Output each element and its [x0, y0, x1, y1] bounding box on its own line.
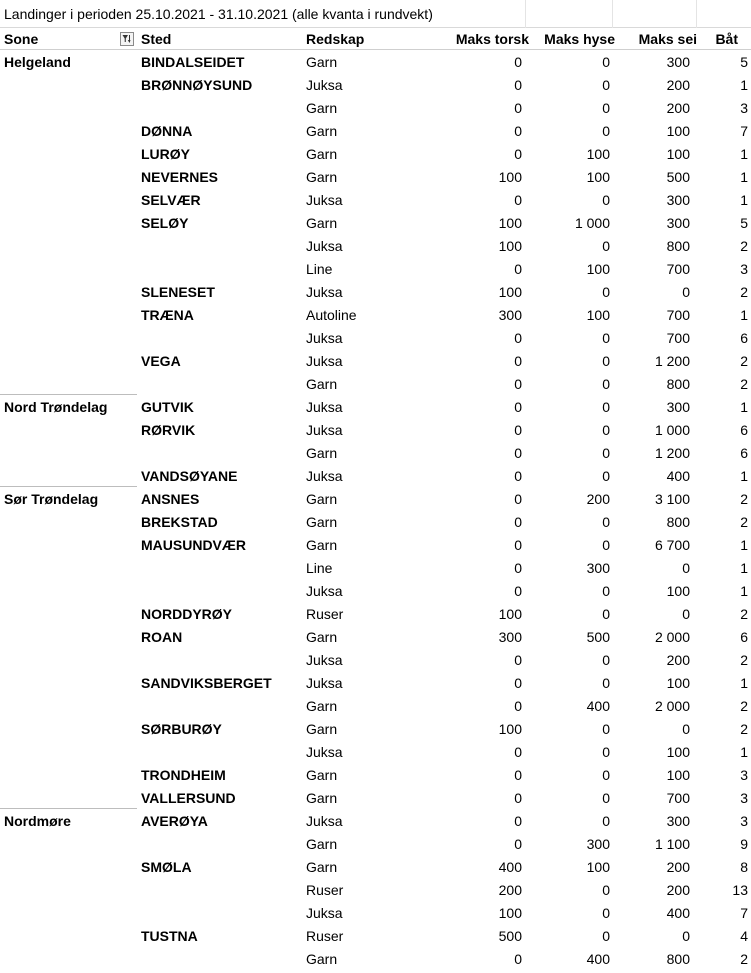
max-haddock-cell: 0: [602, 123, 610, 139]
boats-cell: 1: [740, 399, 748, 415]
max-cod-cell: 0: [514, 399, 522, 415]
max-haddock-cell: 0: [602, 77, 610, 93]
table-row: [0, 464, 751, 487]
max-saithe-cell: 1 000: [654, 422, 690, 438]
max-haddock-cell: 0: [602, 54, 610, 70]
boats-cell: 2: [740, 376, 748, 392]
max-cod-cell: 0: [514, 123, 522, 139]
max-cod-cell: 0: [514, 261, 522, 277]
boats-cell: 4: [740, 928, 748, 944]
max-haddock-cell: 0: [602, 238, 610, 254]
max-cod-cell: 300: [498, 307, 522, 323]
max-cod-cell: 100: [498, 238, 522, 254]
boats-cell: 6: [740, 422, 748, 438]
column-header-bat[interactable]: Båt: [715, 31, 738, 47]
table-row: [0, 326, 751, 349]
max-cod-cell: 100: [498, 606, 522, 622]
boats-cell: 5: [740, 215, 748, 231]
max-cod-cell: 0: [514, 583, 522, 599]
max-saithe-cell: 1 200: [654, 353, 690, 369]
gear-cell: Garn: [306, 445, 338, 461]
max-haddock-cell: 0: [602, 468, 610, 484]
max-haddock-cell: 500: [586, 629, 610, 645]
max-saithe-cell: 200: [666, 652, 690, 668]
zone-cell: Nordmøre: [4, 813, 71, 829]
table-row: [0, 211, 751, 234]
zone-cell: Nord Trøndelag: [4, 399, 108, 415]
gear-cell: Garn: [306, 215, 338, 231]
boats-cell: 1: [740, 560, 748, 576]
max-saithe-cell: 700: [666, 261, 690, 277]
max-saithe-cell: 6 700: [654, 537, 690, 553]
table-row: [0, 510, 751, 533]
max-cod-cell: 0: [514, 353, 522, 369]
report-title-bar: [0, 0, 751, 28]
max-haddock-cell: 0: [602, 606, 610, 622]
boats-cell: 2: [740, 951, 748, 967]
max-cod-cell: 0: [514, 192, 522, 208]
max-cod-cell: 0: [514, 376, 522, 392]
max-saithe-cell: 2 000: [654, 629, 690, 645]
column-header-maks-hyse[interactable]: Maks hyse: [544, 31, 615, 47]
max-cod-cell: 400: [498, 859, 522, 875]
table-row: [0, 855, 751, 878]
max-cod-cell: 0: [514, 330, 522, 346]
column-header-sone[interactable]: Sone: [4, 31, 39, 47]
boats-cell: 13: [732, 882, 748, 898]
table-row: [0, 142, 751, 165]
max-haddock-cell: 0: [602, 813, 610, 829]
boats-cell: 1: [740, 744, 748, 760]
max-haddock-cell: 0: [602, 399, 610, 415]
max-haddock-cell: 0: [602, 537, 610, 553]
table-row: [0, 671, 751, 694]
max-saithe-cell: 100: [666, 146, 690, 162]
gear-cell: Juksa: [306, 353, 343, 369]
gear-cell: Juksa: [306, 284, 343, 300]
gear-cell: Garn: [306, 767, 338, 783]
place-cell: SØRBURØY: [141, 721, 222, 737]
max-saithe-cell: 0: [682, 928, 690, 944]
table-row: [0, 579, 751, 602]
max-haddock-cell: 200: [586, 491, 610, 507]
place-cell: NORDDYRØY: [141, 606, 233, 622]
gear-cell: Garn: [306, 146, 338, 162]
max-haddock-cell: 0: [602, 790, 610, 806]
place-cell: GUTVIK: [141, 399, 194, 415]
max-haddock-cell: 0: [602, 100, 610, 116]
max-haddock-cell: 0: [602, 744, 610, 760]
place-cell: ANSNES: [141, 491, 200, 507]
gear-cell: Juksa: [306, 468, 343, 484]
table-row: [0, 188, 751, 211]
place-cell: SELØY: [141, 215, 189, 231]
max-haddock-cell: 0: [602, 675, 610, 691]
table-row: [0, 947, 751, 970]
max-saithe-cell: 1 100: [654, 836, 690, 852]
gear-cell: Garn: [306, 790, 338, 806]
max-saithe-cell: 300: [666, 813, 690, 829]
max-haddock-cell: 0: [602, 882, 610, 898]
table-row: [0, 487, 751, 510]
place-cell: BRØNNØYSUND: [141, 77, 253, 93]
place-cell: SELVÆR: [141, 192, 201, 208]
table-row: [0, 901, 751, 924]
max-cod-cell: 0: [514, 54, 522, 70]
gear-cell: Juksa: [306, 330, 343, 346]
max-cod-cell: 0: [514, 445, 522, 461]
gear-cell: Line: [306, 560, 333, 576]
table-row: [0, 280, 751, 303]
max-haddock-cell: 0: [602, 192, 610, 208]
max-haddock-cell: 0: [602, 721, 610, 737]
gear-cell: Autoline: [306, 307, 357, 323]
column-header-maks-torsk[interactable]: Maks torsk: [455, 31, 529, 47]
max-cod-cell: 0: [514, 675, 522, 691]
max-cod-cell: 0: [514, 514, 522, 530]
boats-cell: 2: [740, 353, 748, 369]
boats-cell: 1: [740, 77, 748, 93]
max-cod-cell: 0: [514, 146, 522, 162]
max-cod-cell: 100: [498, 721, 522, 737]
place-cell: BREKSTAD: [141, 514, 218, 530]
gear-cell: Garn: [306, 721, 338, 737]
table-row: [0, 349, 751, 372]
table-row: [0, 832, 751, 855]
max-cod-cell: 0: [514, 767, 522, 783]
max-saithe-cell: 100: [666, 675, 690, 691]
gear-cell: Garn: [306, 491, 338, 507]
max-haddock-cell: 0: [602, 353, 610, 369]
boats-cell: 7: [740, 905, 748, 921]
max-haddock-cell: 100: [586, 859, 610, 875]
max-cod-cell: 0: [514, 422, 522, 438]
table-row: [0, 809, 751, 832]
max-saithe-cell: 300: [666, 54, 690, 70]
filter-icon[interactable]: [120, 32, 134, 46]
place-cell: AVERØYA: [141, 813, 208, 829]
max-cod-cell: 0: [514, 77, 522, 93]
table-row: [0, 625, 751, 648]
table-row: [0, 717, 751, 740]
column-header-redskap[interactable]: Redskap: [306, 31, 365, 47]
boats-cell: 2: [740, 238, 748, 254]
place-cell: SANDVIKSBERGET: [141, 675, 272, 691]
table-row: [0, 257, 751, 280]
max-cod-cell: 100: [498, 215, 522, 231]
max-saithe-cell: 100: [666, 583, 690, 599]
place-cell: MAUSUNDVÆR: [141, 537, 246, 553]
boats-cell: 1: [740, 169, 748, 185]
boats-cell: 1: [740, 537, 748, 553]
place-cell: TRÆNA: [141, 307, 194, 323]
max-haddock-cell: 0: [602, 905, 610, 921]
boats-cell: 9: [740, 836, 748, 852]
boats-cell: 7: [740, 123, 748, 139]
table-row: [0, 602, 751, 625]
max-saithe-cell: 0: [682, 560, 690, 576]
max-saithe-cell: 300: [666, 399, 690, 415]
boats-cell: 3: [740, 813, 748, 829]
max-saithe-cell: 200: [666, 77, 690, 93]
table-row: [0, 418, 751, 441]
gear-cell: Juksa: [306, 192, 343, 208]
max-cod-cell: 0: [514, 100, 522, 116]
max-saithe-cell: 200: [666, 882, 690, 898]
max-saithe-cell: 300: [666, 215, 690, 231]
boats-cell: 6: [740, 330, 748, 346]
max-haddock-cell: 300: [586, 836, 610, 852]
gear-cell: Garn: [306, 951, 338, 967]
boats-cell: 2: [740, 491, 748, 507]
max-cod-cell: 0: [514, 491, 522, 507]
gear-cell: Garn: [306, 836, 338, 852]
max-haddock-cell: 0: [602, 928, 610, 944]
max-saithe-cell: 300: [666, 192, 690, 208]
gear-cell: Ruser: [306, 928, 344, 944]
place-cell: TRONDHEIM: [141, 767, 226, 783]
place-cell: NEVERNES: [141, 169, 219, 185]
place-cell: VALLERSUND: [141, 790, 236, 806]
max-saithe-cell: 700: [666, 307, 690, 323]
table-row: [0, 73, 751, 96]
max-saithe-cell: 800: [666, 376, 690, 392]
max-cod-cell: 0: [514, 537, 522, 553]
boats-cell: 2: [740, 284, 748, 300]
max-cod-cell: 0: [514, 744, 522, 760]
place-cell: DØNNA: [141, 123, 193, 139]
boats-cell: 3: [740, 790, 748, 806]
zone-separator: [0, 486, 137, 487]
table-row: [0, 441, 751, 464]
boats-cell: 1: [740, 146, 748, 162]
max-cod-cell: 0: [514, 560, 522, 576]
max-saithe-cell: 0: [682, 606, 690, 622]
max-haddock-cell: 0: [602, 767, 610, 783]
boats-cell: 2: [740, 721, 748, 737]
boats-cell: 1: [740, 468, 748, 484]
max-saithe-cell: 2 000: [654, 698, 690, 714]
max-haddock-cell: 100: [586, 307, 610, 323]
gear-cell: Ruser: [306, 882, 344, 898]
max-cod-cell: 100: [498, 284, 522, 300]
gridline: [696, 0, 697, 28]
boats-cell: 6: [740, 629, 748, 645]
gear-cell: Juksa: [306, 77, 343, 93]
max-haddock-cell: 0: [602, 376, 610, 392]
max-saithe-cell: 400: [666, 468, 690, 484]
table-row: [0, 694, 751, 717]
max-saithe-cell: 3 100: [654, 491, 690, 507]
column-header-sted[interactable]: Sted: [141, 31, 172, 47]
table-row: [0, 234, 751, 257]
place-cell: TUSTNA: [141, 928, 198, 944]
place-cell: SLENESET: [141, 284, 215, 300]
gear-cell: Juksa: [306, 399, 343, 415]
max-cod-cell: 0: [514, 652, 522, 668]
gear-cell: Juksa: [306, 905, 343, 921]
table-row: [0, 533, 751, 556]
gear-cell: Juksa: [306, 422, 343, 438]
gear-cell: Juksa: [306, 238, 343, 254]
max-saithe-cell: 800: [666, 238, 690, 254]
max-saithe-cell: 700: [666, 790, 690, 806]
gear-cell: Line: [306, 261, 333, 277]
boats-cell: 1: [740, 192, 748, 208]
max-haddock-cell: 400: [586, 951, 610, 967]
table-row: [0, 740, 751, 763]
table-row: [0, 763, 751, 786]
max-cod-cell: 0: [514, 790, 522, 806]
max-saithe-cell: 0: [682, 284, 690, 300]
max-cod-cell: 300: [498, 629, 522, 645]
table-body: [0, 50, 751, 970]
gear-cell: Garn: [306, 376, 338, 392]
report-title: Landinger i perioden 25.10.2021 - 31.10.2021 (alle kvanta i rundvekt): [4, 6, 433, 22]
gear-cell: Juksa: [306, 813, 343, 829]
max-saithe-cell: 700: [666, 330, 690, 346]
max-cod-cell: 100: [498, 905, 522, 921]
zone-cell: Helgeland: [4, 54, 71, 70]
max-saithe-cell: 0: [682, 721, 690, 737]
boats-cell: 3: [740, 100, 748, 116]
max-saithe-cell: 400: [666, 905, 690, 921]
boats-cell: 1: [740, 307, 748, 323]
gear-cell: Garn: [306, 698, 338, 714]
max-saithe-cell: 200: [666, 100, 690, 116]
max-haddock-cell: 0: [602, 284, 610, 300]
max-saithe-cell: 100: [666, 767, 690, 783]
max-haddock-cell: 0: [602, 330, 610, 346]
table-row: [0, 96, 751, 119]
max-saithe-cell: 1 200: [654, 445, 690, 461]
place-cell: BINDALSEIDET: [141, 54, 245, 70]
gear-cell: Garn: [306, 514, 338, 530]
gear-cell: Garn: [306, 629, 338, 645]
gear-cell: Ruser: [306, 606, 344, 622]
max-haddock-cell: 400: [586, 698, 610, 714]
max-haddock-cell: 0: [602, 583, 610, 599]
gear-cell: Garn: [306, 169, 338, 185]
table-header: [0, 28, 751, 50]
boats-cell: 6: [740, 445, 748, 461]
table-row: [0, 165, 751, 188]
gear-cell: Garn: [306, 537, 338, 553]
gridline: [525, 0, 526, 28]
max-haddock-cell: 0: [602, 445, 610, 461]
max-haddock-cell: 100: [586, 146, 610, 162]
max-cod-cell: 0: [514, 836, 522, 852]
max-haddock-cell: 100: [586, 169, 610, 185]
gear-cell: Garn: [306, 54, 338, 70]
max-cod-cell: 500: [498, 928, 522, 944]
boats-cell: 8: [740, 859, 748, 875]
table-row: [0, 648, 751, 671]
gear-cell: Garn: [306, 123, 338, 139]
table-row: [0, 878, 751, 901]
gear-cell: Juksa: [306, 583, 343, 599]
max-saithe-cell: 500: [666, 169, 690, 185]
place-cell: RØRVIK: [141, 422, 196, 438]
max-haddock-cell: 0: [602, 652, 610, 668]
table-row: [0, 786, 751, 809]
place-cell: VANDSØYANE: [141, 468, 238, 484]
max-saithe-cell: 800: [666, 951, 690, 967]
table-row: [0, 395, 751, 418]
gear-cell: Garn: [306, 859, 338, 875]
table-row: [0, 119, 751, 142]
boats-cell: 2: [740, 652, 748, 668]
zone-cell: Sør Trøndelag: [4, 491, 99, 507]
max-saithe-cell: 800: [666, 514, 690, 530]
max-haddock-cell: 300: [586, 560, 610, 576]
boats-cell: 3: [740, 261, 748, 277]
table-row: [0, 924, 751, 947]
zone-separator: [0, 808, 137, 809]
gear-cell: Juksa: [306, 744, 343, 760]
column-header-maks-sei[interactable]: Maks sei: [638, 31, 697, 47]
boats-cell: 2: [740, 606, 748, 622]
gridline: [612, 0, 613, 28]
max-cod-cell: 0: [514, 698, 522, 714]
max-saithe-cell: 100: [666, 123, 690, 139]
max-cod-cell: 0: [514, 813, 522, 829]
boats-cell: 3: [740, 767, 748, 783]
max-cod-cell: 200: [498, 882, 522, 898]
boats-cell: 1: [740, 583, 748, 599]
max-cod-cell: 0: [514, 468, 522, 484]
boats-cell: 5: [740, 54, 748, 70]
max-haddock-cell: 0: [602, 422, 610, 438]
max-haddock-cell: 1 000: [574, 215, 610, 231]
max-haddock-cell: 0: [602, 514, 610, 530]
max-cod-cell: 0: [514, 951, 522, 967]
gear-cell: Garn: [306, 100, 338, 116]
place-cell: SMØLA: [141, 859, 192, 875]
table-row: [0, 303, 751, 326]
max-saithe-cell: 100: [666, 744, 690, 760]
table-row: [0, 50, 751, 73]
table-row: [0, 556, 751, 579]
gear-cell: Juksa: [306, 652, 343, 668]
place-cell: LURØY: [141, 146, 190, 162]
boats-cell: 2: [740, 698, 748, 714]
boats-cell: 1: [740, 675, 748, 691]
gear-cell: Juksa: [306, 675, 343, 691]
max-haddock-cell: 100: [586, 261, 610, 277]
zone-separator: [0, 394, 137, 395]
max-saithe-cell: 200: [666, 859, 690, 875]
place-cell: VEGA: [141, 353, 181, 369]
place-cell: ROAN: [141, 629, 183, 645]
table-row: [0, 372, 751, 395]
boats-cell: 2: [740, 514, 748, 530]
max-cod-cell: 100: [498, 169, 522, 185]
